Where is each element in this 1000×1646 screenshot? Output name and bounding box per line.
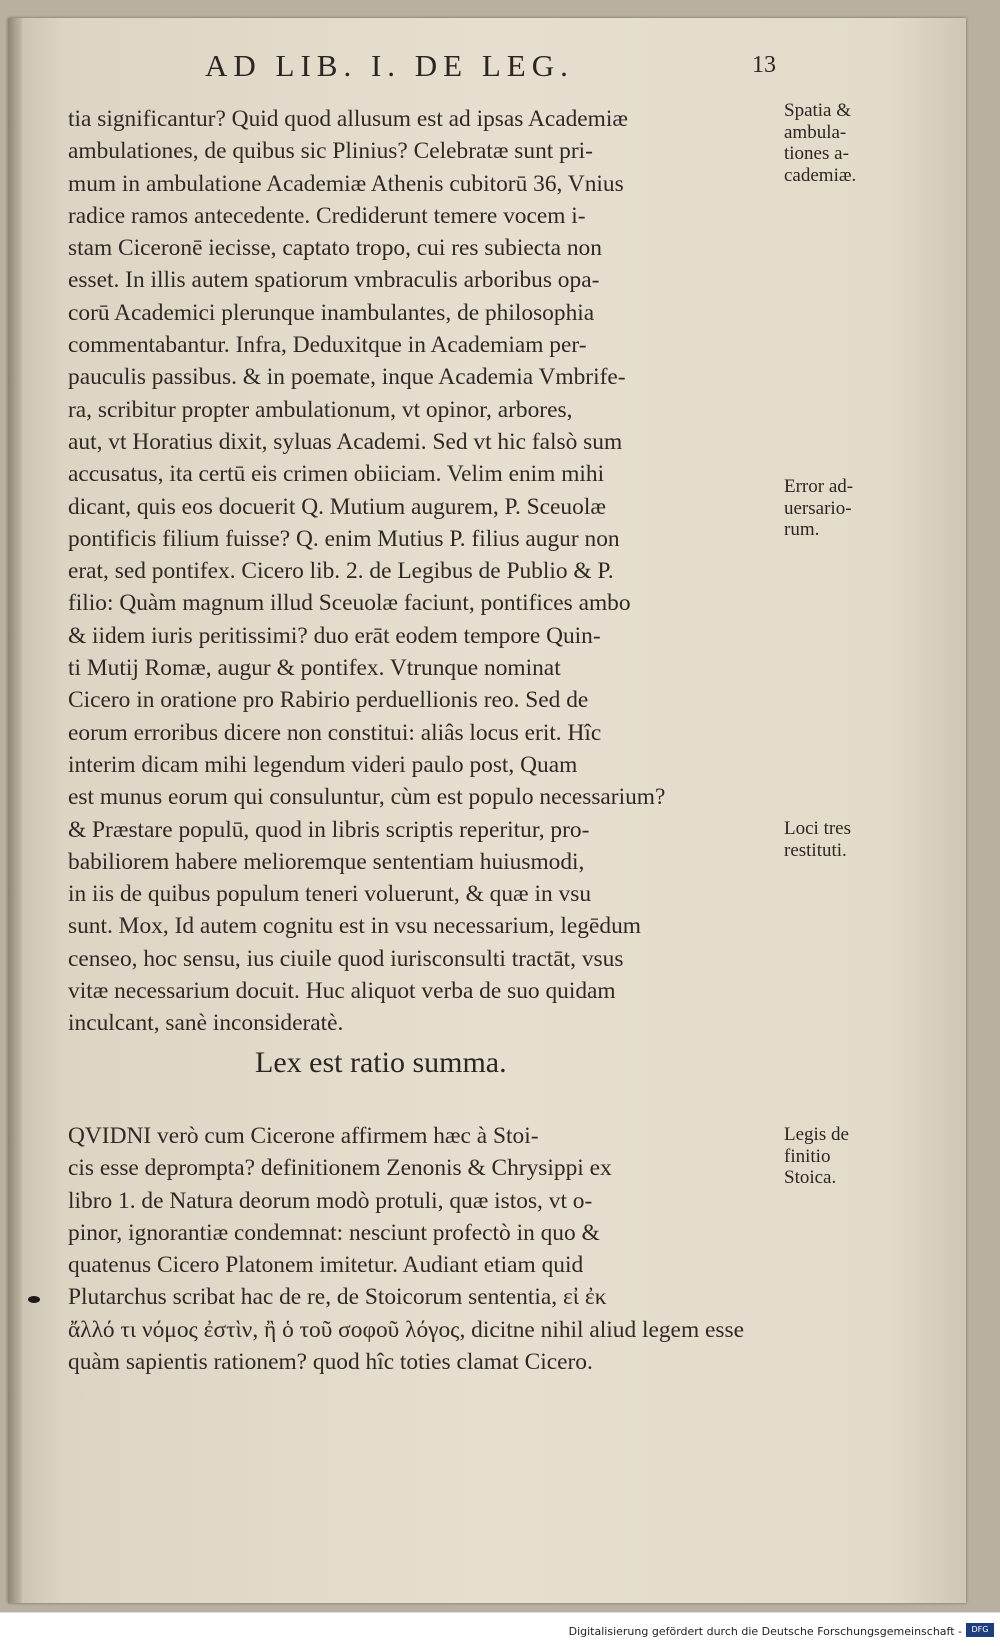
text-line: est munus eorum qui consuluntur, cùm est populo necessarium? xyxy=(68,784,666,811)
text-line: ra, scribitur propter ambulationum, vt opinor, arbores, xyxy=(68,396,573,423)
text-line: Plutarchus scribat hac de re, de Stoicorum sententia, εἰ ἐκ xyxy=(68,1284,607,1311)
note-line: uersario- xyxy=(784,497,852,519)
note-line: finitio xyxy=(784,1145,831,1167)
note-line: Stoica. xyxy=(784,1167,837,1188)
text-line: erat, sed pontifex. Cicero lib. 2. de Legibus de Publio & P. xyxy=(68,558,614,585)
text-line: mum in ambulatione Academiæ Athenis cubitorū 36, Vnius xyxy=(68,170,624,197)
text-line: in iis de quibus populum teneri voluerunt, & quæ in vsu xyxy=(68,881,592,908)
text-block-main xyxy=(68,103,780,1040)
marginal-note-loci xyxy=(784,818,894,861)
text-line: corū Academici plerunque inambulantes, de philosophia xyxy=(68,299,595,326)
text-line: dicant, quis eos docuerit Q. Mutium augurem, P. Sceuolæ xyxy=(68,493,606,520)
note-line: tiones a- xyxy=(784,143,849,164)
text-block-second xyxy=(68,1120,780,1378)
page-gutter xyxy=(8,18,22,1603)
text-line: pauculis passibus. & in poemate, inque Academia Vmbrife- xyxy=(68,364,626,391)
text-line: censeo, hoc sensu, ius ciuile quod iurisconsulti tractāt, vsus xyxy=(68,945,624,972)
folio-number: 13 xyxy=(752,52,776,78)
text-line: esset. In illis autem spatiorum vmbraculis arboribus opa- xyxy=(68,267,600,294)
text-line: libro 1. de Natura deorum modò protuli, quæ istos, vt o- xyxy=(68,1187,593,1214)
text-line: vitæ necessarium docuit. Huc aliquot verba de suo quidam xyxy=(68,978,616,1005)
text-line: pontificis filium fuisse? Q. enim Mutius P. filius augur non xyxy=(68,525,620,552)
dfg-logo: DFG xyxy=(966,1623,994,1637)
text-line: quatenus Cicero Platonem imitetur. Audiant etiam quid xyxy=(68,1252,584,1279)
note-line: Spatia & xyxy=(784,100,852,121)
section-heading: Lex est ratio summa. xyxy=(255,1046,507,1079)
note-line: restituti. xyxy=(784,839,847,861)
text-line: & iidem iuris peritissimi? duo erāt eodem tempore Quin- xyxy=(68,622,601,649)
text-line: ἄλλό τι νόμος ἐστὶν, ἢ ὁ τοῦ σοφοῦ λόγος, dicitne nihil aliud legem esse xyxy=(68,1316,744,1343)
text-line: ambulationes, de quibus sic Plinius? Celebratæ sunt pri- xyxy=(68,138,593,165)
text-line: aut, vt Horatius dixit, syluas Academi. Sed vt hic falsò sum xyxy=(68,428,623,455)
text-line: eorum erroribus dicere non constitui: aliâs locus erit. Hîc xyxy=(68,719,602,746)
text-line: cis esse deprompta? definitionem Zenonis & Chrysippi ex xyxy=(68,1155,612,1182)
text-line: pinor, ignorantiæ condemnat: nesciunt profectò in quo & xyxy=(68,1219,600,1246)
text-line: Cicero in oratione pro Rabirio perduellionis reo. Sed de xyxy=(68,687,589,714)
text-line: & Præstare populū, quod in libris scriptis reperitur, pro- xyxy=(68,816,590,843)
note-line: Legis de xyxy=(784,1124,849,1145)
running-header: AD LIB. I. DE LEG. xyxy=(205,48,574,83)
note-line: Error ad- xyxy=(784,476,854,497)
text-line: sunt. Mox, Id autem cognitu est in vsu necessarium, legēdum xyxy=(68,913,641,940)
text-line: filio: Quàm magnum illud Sceuolæ faciunt, pontifices ambo xyxy=(68,590,631,617)
note-line: rum. xyxy=(784,519,820,540)
note-line: cademiæ. xyxy=(784,164,857,186)
text-line: commentabantur. Infra, Deduxitque in Academiam per- xyxy=(68,332,587,359)
note-line: Loci tres xyxy=(784,818,852,839)
text-line: interim dicam mihi legendum videri paulo post, Quam xyxy=(68,751,578,778)
marginal-note-legis xyxy=(784,1124,894,1189)
text-line: radice ramos antecedente. Crediderunt temere vocem i- xyxy=(68,202,586,229)
text-line: accusatus, ita certū eis crimen obiiciam. Velim enim mihi xyxy=(68,461,605,488)
text-line: stam Ciceronē iecisse, captato tropo, cui res subiecta non xyxy=(68,235,602,262)
text-line: babiliorem habere melioremque sententiam huiusmodi, xyxy=(68,848,585,875)
footer-credit: Digitalisierung gefördert durch die Deutsche Forschungsgemeinschaft - xyxy=(568,1625,962,1638)
text-line: inculcant, sanè inconsideratè. xyxy=(68,1010,344,1037)
text-line: QVIDNI verò cum Cicerone affirmem hæc à Stoi- xyxy=(68,1123,539,1149)
footer-bar xyxy=(0,1612,1000,1646)
marginal-note-spatia xyxy=(784,100,894,186)
note-line: ambula- xyxy=(784,121,847,143)
marginal-note-error xyxy=(784,476,894,541)
text-line: quàm sapientis rationem? quod hîc toties clamat Cicero. xyxy=(68,1349,593,1376)
ink-mark xyxy=(28,1296,40,1303)
text-line: tia significantur? Quid quod allusum est ad ipsas Academiæ xyxy=(68,106,628,132)
text-line: ti Mutij Romæ, augur & pontifex. Vtrunque nominat xyxy=(68,655,561,682)
